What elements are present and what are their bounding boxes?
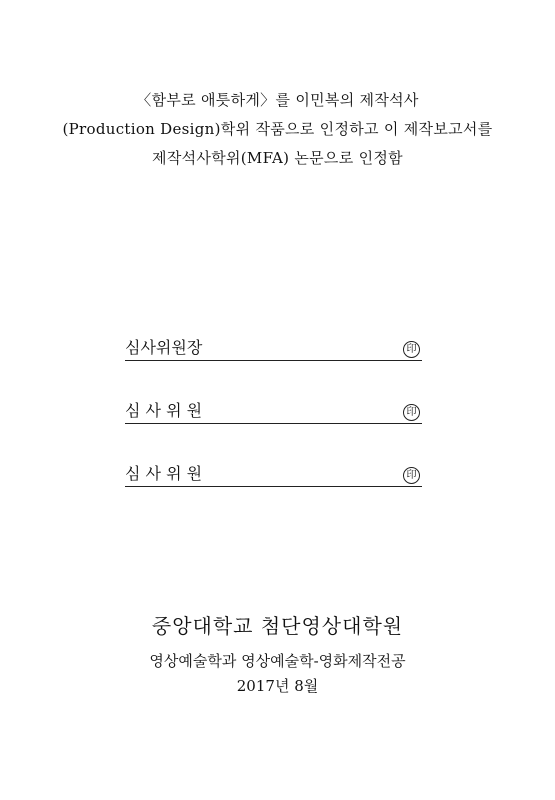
approval-date: 2017년 8월 <box>236 677 319 695</box>
signature-label-chair: 심사위원장 <box>125 338 203 357</box>
statement-line-2: (Production Design)학위 작품으로 인정하고 이 제작보고서를 <box>62 120 493 138</box>
approval-statement <box>0 86 555 173</box>
seal-mark: 印 <box>403 467 420 484</box>
statement-line-1: 〈함부로 애틋하게〉를 이민복의 제작석사 <box>136 91 419 109</box>
seal-mark: 印 <box>403 341 420 358</box>
school-name: 중앙대학교 첨단영상대학원 <box>151 614 404 638</box>
signature-label-member-1: 심 사 위 원 <box>125 401 203 420</box>
signature-label-member-2: 심 사 위 원 <box>125 464 203 483</box>
statement-line-3: 제작석사학위(MFA) 논문으로 인정함 <box>152 149 403 167</box>
signature-line-member-1 <box>125 399 422 424</box>
department-name: 영상예술학과 영상예술학-영화제작전공 <box>149 652 406 670</box>
signature-line-member-2 <box>125 462 422 487</box>
signature-line-chair <box>125 336 422 361</box>
seal-mark: 印 <box>403 404 420 421</box>
